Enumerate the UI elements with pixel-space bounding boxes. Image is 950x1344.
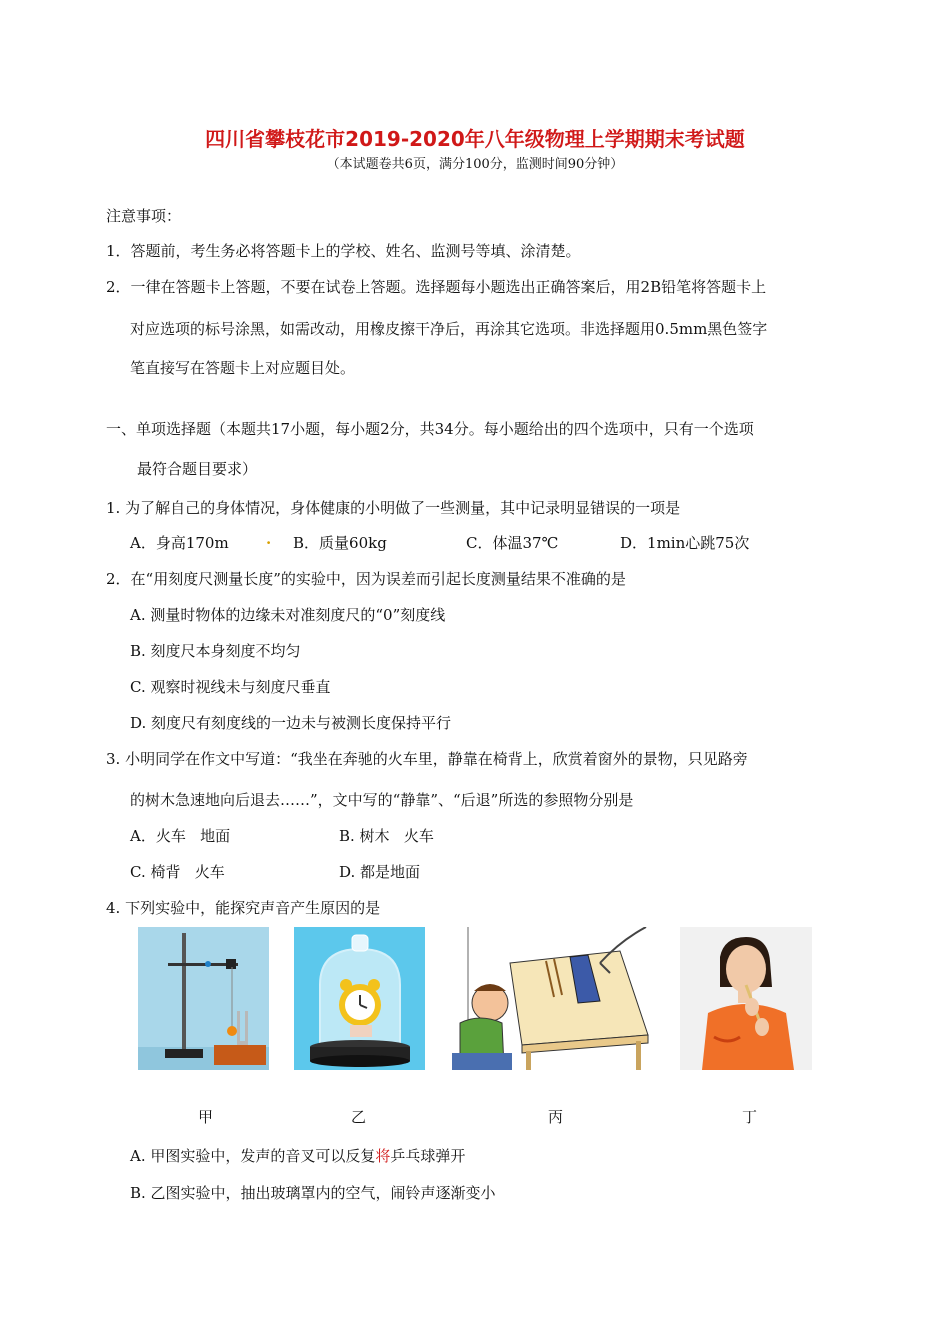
figure-caption-jia: 甲 xyxy=(198,1108,214,1126)
notice-item-2-line-1: 2．一律在答题卡上答题，不要在试卷上答题。选择题每小题选出正确答案后，用2B铅笔将答题卡上 xyxy=(106,278,767,296)
question-2-option-d: D. 刻度尺有刻度线的一边未与被测长度保持平行 xyxy=(130,714,452,732)
figure-ding-woman-image xyxy=(680,927,812,1070)
notice-item-2-line-3: 笔直接写在答题卡上对应题目处。 xyxy=(130,359,356,377)
question-4-stem: 4. 下列实验中，能探究声音产生原因的是 xyxy=(106,899,381,917)
figure-jia-tuning-fork-image xyxy=(138,927,269,1070)
question-3-option-b: B. 树木 火车 xyxy=(339,827,434,845)
notice-item-2-line-2: 对应选项的标号涂黑，如需改动，用橡皮擦干净后，再涂其它选项。非选择题用0.5mm黑色签字 xyxy=(130,320,768,338)
question-4-option-a xyxy=(130,1145,465,1166)
section-1-heading-line-2: 最符合题目要求） xyxy=(137,460,258,478)
question-3-option-d: D. 都是地面 xyxy=(339,863,421,881)
question-1-option-b: B．质量60kg xyxy=(293,534,387,552)
question-4-option-a-post: 乒乓球弹开 xyxy=(390,1147,466,1165)
question-2-option-a: A. 测量时物体的边缘未对准刻度尺的“0”刻度线 xyxy=(130,606,446,624)
notice-item-1: 1．答题前，考生务必将答题卡上的学校、姓名、监测号等填、涂清楚。 xyxy=(106,242,581,260)
question-4-option-b: B. 乙图实验中，抽出玻璃罩内的空气，闹铃声逐渐变小 xyxy=(130,1184,496,1202)
question-1-stem: 1. 为了解自己的身体情况，身体健康的小明做了一些测量，其中记录明显错误的一项是 xyxy=(106,499,681,517)
question-2-option-c: C. 观察时视线未与刻度尺垂直 xyxy=(130,678,331,696)
figure-caption-ding: 丁 xyxy=(742,1108,758,1126)
figure-caption-bing: 丙 xyxy=(548,1108,564,1126)
question-2-stem: 2．在“用刻度尺测量长度”的实验中，因为误差而引起长度测量结果不准确的是 xyxy=(106,570,626,588)
figure-caption-yi: 乙 xyxy=(351,1108,367,1126)
notice-heading: 注意事项： xyxy=(106,207,182,225)
question-2-option-b: B. 刻度尺本身刻度不均匀 xyxy=(130,642,301,660)
question-4-option-a-highlight: 将 xyxy=(375,1147,391,1165)
question-1-option-d: D．1min心跳75次 xyxy=(620,534,750,552)
question-3-stem-line-2: 的树木急速地向后退去……”，文中写的“静靠”、“后退”所选的参照物分别是 xyxy=(130,791,634,809)
question-3-stem-line-1: 3. 小明同学在作文中写道：“我坐在奔驰的火车里，静靠在椅背上，欣赏着窗外的景物，只见路旁 xyxy=(106,750,748,768)
stray-dot: . xyxy=(266,530,272,548)
question-3-option-a: A．火车 地面 xyxy=(130,827,231,845)
exam-subtitle: （本试题卷共6页，满分100分，监测时间90分钟） xyxy=(326,157,624,172)
question-3-option-c: C. 椅背 火车 xyxy=(130,863,225,881)
figure-bing-table-image xyxy=(450,927,660,1070)
question-1-option-c: C．体温37℃ xyxy=(466,534,559,552)
section-1-heading-line-1: 一、单项选择题（本题共17小题，每小题2分，共34分。每小题给出的四个选项中，只有一个选项 xyxy=(106,420,754,438)
exam-title: 四川省攀枝花市2019-2020年八年级物理上学期期末考试题 xyxy=(205,127,745,151)
question-4-option-a-pre: A. 甲图实验中，发声的音叉可以反复 xyxy=(130,1147,376,1165)
figure-yi-bell-jar-image xyxy=(294,927,425,1070)
question-1-option-a: A．身高170m xyxy=(130,534,229,552)
